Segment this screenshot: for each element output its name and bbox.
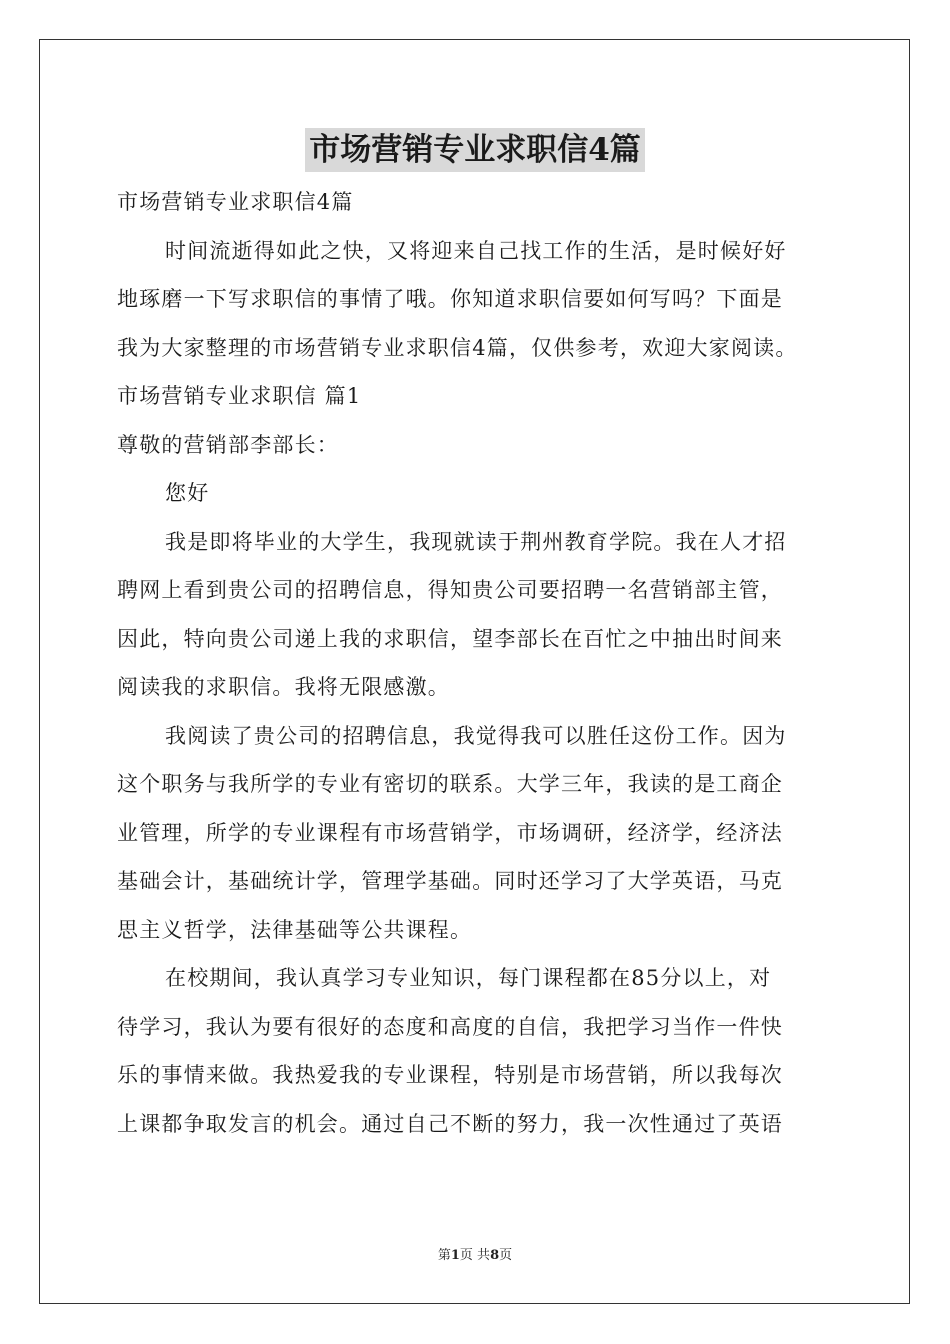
text-line: 市场营销专业求职信 篇1 [117, 384, 362, 408]
text-line: 待学习，我认为要有很好的态度和高度的自信，我把学习当作一件快 [117, 1014, 783, 1039]
document-title: 市场营销专业求职信4篇 [305, 128, 645, 172]
text-line: 地琢磨一下写求职信的事情了哦。你知道求职信要如何写吗？下面是 [117, 287, 783, 311]
text-line: 乐的事情来做。我热爱我的专业课程，特别是市场营销，所以我每次 [117, 1063, 783, 1087]
text-line: 您好 [165, 481, 210, 505]
text-line: 时间流逝得如此之快，又将迎来自己找工作的生活，是时候好好 [165, 238, 787, 263]
text-line: 聘网上看到贵公司的招聘信息，得知贵公司要招聘一名营销部主管， [117, 578, 783, 602]
text-line: 我为大家整理的市场营销专业求职信4篇，仅供参考，欢迎大家阅读。 [117, 335, 798, 360]
footer-page-prefix: 第 [437, 1248, 451, 1263]
footer-page-suffix: 页 [499, 1248, 513, 1263]
title-area [0, 128, 950, 172]
text-line: 基础会计，基础统计学，管理学基础。同时还学习了大学英语，马克 [117, 869, 783, 893]
text-line: 市场营销专业求职信4篇 [117, 190, 354, 214]
text-line: 我阅读了贵公司的招聘信息，我觉得我可以胜任这份工作。因为 [165, 723, 787, 748]
text-line: 我是即将毕业的大学生，我现就读于荆州教育学院。我在人才招 [165, 529, 787, 554]
text-line: 因此，特向贵公司递上我的求职信，望李部长在百忙之中抽出时间来 [117, 626, 783, 651]
text-line: 业管理，所学的专业课程有市场营销学，市场调研，经济学，经济法 [117, 820, 783, 845]
text-line: 上课都争取发言的机会。通过自己不断的努力，我一次性通过了英语 [117, 1111, 783, 1136]
text-line: 尊敬的营销部李部长： [117, 432, 339, 457]
footer-page-mid: 页 共 [459, 1248, 491, 1263]
text-line: 阅读我的求职信。我将无限感激。 [117, 675, 450, 699]
page-footer [0, 1244, 950, 1263]
text-line: 这个职务与我所学的专业有密切的联系。大学三年，我读的是工商企 [117, 772, 783, 796]
text-line: 思主义哲学，法律基础等公共课程。 [117, 917, 473, 942]
footer-total-pages: 8 [490, 1248, 500, 1263]
document-body [117, 178, 837, 1148]
text-line: 在校期间，我认真学习专业知识，每门课程都在85分以上，对 [165, 966, 772, 990]
footer-current-page: 1 [450, 1248, 460, 1263]
